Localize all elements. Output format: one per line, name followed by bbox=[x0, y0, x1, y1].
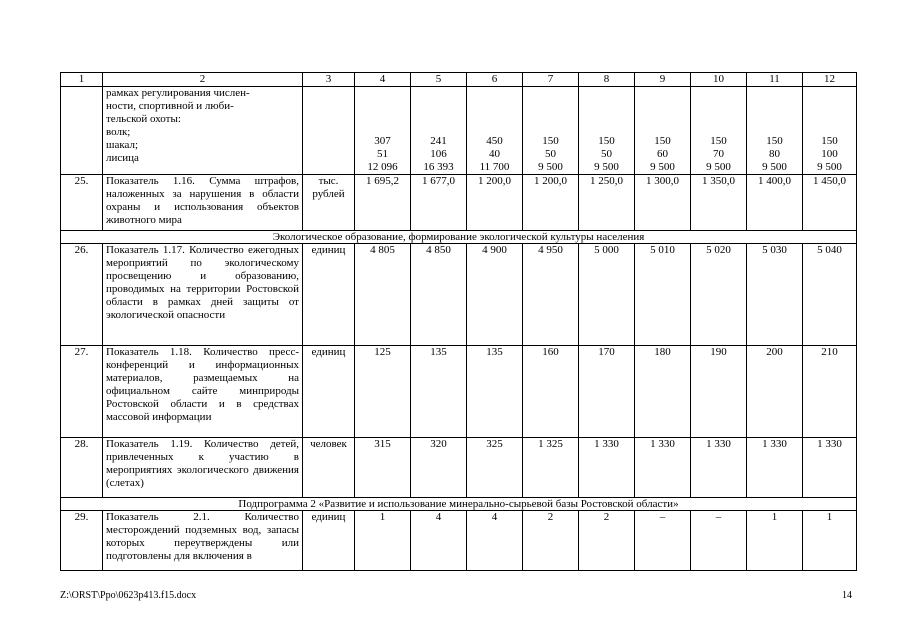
value-cell: 1 250,0 bbox=[579, 175, 635, 231]
value-cell: 1 450,0 bbox=[803, 175, 857, 231]
value-cell: 4 850 bbox=[411, 244, 467, 346]
indicator-description: Показатель 1.18. Количество пресс-конференций и информационных материалов, размещаемых на официальном сайте минприроды Ростовской области и в средствах массовой информации bbox=[103, 346, 303, 438]
value-cell: 150 50 9 500 bbox=[579, 87, 635, 175]
table-row bbox=[61, 511, 857, 571]
table-row bbox=[61, 244, 857, 346]
table-row bbox=[61, 346, 857, 438]
value-cell: 1 677,0 bbox=[411, 175, 467, 231]
column-number: 12 bbox=[803, 73, 857, 87]
value-cell: 150 100 9 500 bbox=[803, 87, 857, 175]
value-cell: 320 bbox=[411, 438, 467, 498]
column-number: 2 bbox=[103, 73, 303, 87]
value-cell: 150 70 9 500 bbox=[691, 87, 747, 175]
value-cell: 1 300,0 bbox=[635, 175, 691, 231]
value-cell: 1 330 bbox=[635, 438, 691, 498]
section-heading-row bbox=[61, 498, 857, 511]
section-heading: Подпрограмма 2 «Развитие и использование минерально-сырьевой базы Ростовской области» bbox=[61, 498, 857, 511]
column-number: 11 bbox=[747, 73, 803, 87]
column-number: 6 bbox=[467, 73, 523, 87]
value-cell: 4 805 bbox=[355, 244, 411, 346]
value-cell: 1 330 bbox=[691, 438, 747, 498]
column-number: 8 bbox=[579, 73, 635, 87]
unit-cell: тыс. рублей bbox=[303, 175, 355, 231]
value-cell: 1 bbox=[355, 511, 411, 571]
value-cell: 5 040 bbox=[803, 244, 857, 346]
value-cell: 5 010 bbox=[635, 244, 691, 346]
unit-cell: единиц bbox=[303, 511, 355, 571]
table-row bbox=[61, 175, 857, 231]
column-number: 7 bbox=[523, 73, 579, 87]
indicator-description: Показатель 1.17. Количество ежегодных мероприятий по экологическому просвещению и образованию, проводимых на территории Ростовской области в рамках дней защиты от экологической опасности bbox=[103, 244, 303, 346]
section-heading: Экологическое образование, формирование экологической культуры населения bbox=[61, 231, 857, 244]
value-cell: 200 bbox=[747, 346, 803, 438]
value-cell: 125 bbox=[355, 346, 411, 438]
unit-cell bbox=[303, 87, 355, 175]
row-number-cell: 28. bbox=[61, 438, 103, 498]
column-number: 10 bbox=[691, 73, 747, 87]
value-cell: 241 106 16 393 bbox=[411, 87, 467, 175]
column-number: 1 bbox=[61, 73, 103, 87]
value-cell: 1 330 bbox=[579, 438, 635, 498]
value-cell: 135 bbox=[411, 346, 467, 438]
value-cell: 4 bbox=[467, 511, 523, 571]
value-cell: 1 bbox=[803, 511, 857, 571]
table-row bbox=[61, 438, 857, 498]
table-header-row bbox=[61, 73, 857, 87]
table-row bbox=[61, 87, 857, 175]
value-cell: 180 bbox=[635, 346, 691, 438]
indicator-description: Показатель 1.19. Количество детей, привлеченных к участию в мероприятиях экологического движения (слетах) bbox=[103, 438, 303, 498]
value-cell: 150 60 9 500 bbox=[635, 87, 691, 175]
value-cell: 315 bbox=[355, 438, 411, 498]
unit-cell: единиц bbox=[303, 346, 355, 438]
document-path: Z:\ORST\Ppo\0623p413.f15.docx bbox=[60, 590, 197, 601]
value-cell: 4 950 bbox=[523, 244, 579, 346]
value-cell: 307 51 12 096 bbox=[355, 87, 411, 175]
value-cell: 210 bbox=[803, 346, 857, 438]
unit-cell: человек bbox=[303, 438, 355, 498]
column-number: 9 bbox=[635, 73, 691, 87]
indicator-description: рамках регулирования числен- ности, спортивной и люби- тельской охоты: волк; шакал; лисица bbox=[103, 87, 303, 175]
section-heading-row bbox=[61, 231, 857, 244]
column-number: 5 bbox=[411, 73, 467, 87]
value-cell: 135 bbox=[467, 346, 523, 438]
value-cell: 1 200,0 bbox=[467, 175, 523, 231]
row-number-cell: 26. bbox=[61, 244, 103, 346]
value-cell: 325 bbox=[467, 438, 523, 498]
page-number: 14 bbox=[842, 590, 852, 601]
value-cell: – bbox=[691, 511, 747, 571]
indicator-table bbox=[60, 72, 857, 571]
value-cell: 1 695,2 bbox=[355, 175, 411, 231]
value-cell: – bbox=[635, 511, 691, 571]
value-cell: 5 020 bbox=[691, 244, 747, 346]
value-cell: 150 80 9 500 bbox=[747, 87, 803, 175]
indicator-description: Показатель 2.1. Количество месторождений подземных вод, запасы которых переутверждены или подготовлены для включения в bbox=[103, 511, 303, 571]
value-cell: 5 030 bbox=[747, 244, 803, 346]
value-cell: 2 bbox=[523, 511, 579, 571]
value-cell: 2 bbox=[579, 511, 635, 571]
value-cell: 5 000 bbox=[579, 244, 635, 346]
row-number-cell bbox=[61, 87, 103, 175]
value-cell: 450 40 11 700 bbox=[467, 87, 523, 175]
value-cell: 170 bbox=[579, 346, 635, 438]
row-number-cell: 27. bbox=[61, 346, 103, 438]
value-cell: 150 50 9 500 bbox=[523, 87, 579, 175]
value-cell: 1 330 bbox=[803, 438, 857, 498]
column-number: 4 bbox=[355, 73, 411, 87]
value-cell: 190 bbox=[691, 346, 747, 438]
value-cell: 1 400,0 bbox=[747, 175, 803, 231]
unit-cell: единиц bbox=[303, 244, 355, 346]
row-number-cell: 25. bbox=[61, 175, 103, 231]
value-cell: 160 bbox=[523, 346, 579, 438]
value-cell: 1 200,0 bbox=[523, 175, 579, 231]
value-cell: 4 bbox=[411, 511, 467, 571]
column-number: 3 bbox=[303, 73, 355, 87]
value-cell: 1 330 bbox=[747, 438, 803, 498]
value-cell: 1 350,0 bbox=[691, 175, 747, 231]
indicator-description: Показатель 1.16. Сумма штрафов, наложенных за нарушения в области охраны и использования объектов животного мира bbox=[103, 175, 303, 231]
value-cell: 4 900 bbox=[467, 244, 523, 346]
row-number-cell: 29. bbox=[61, 511, 103, 571]
value-cell: 1 bbox=[747, 511, 803, 571]
value-cell: 1 325 bbox=[523, 438, 579, 498]
